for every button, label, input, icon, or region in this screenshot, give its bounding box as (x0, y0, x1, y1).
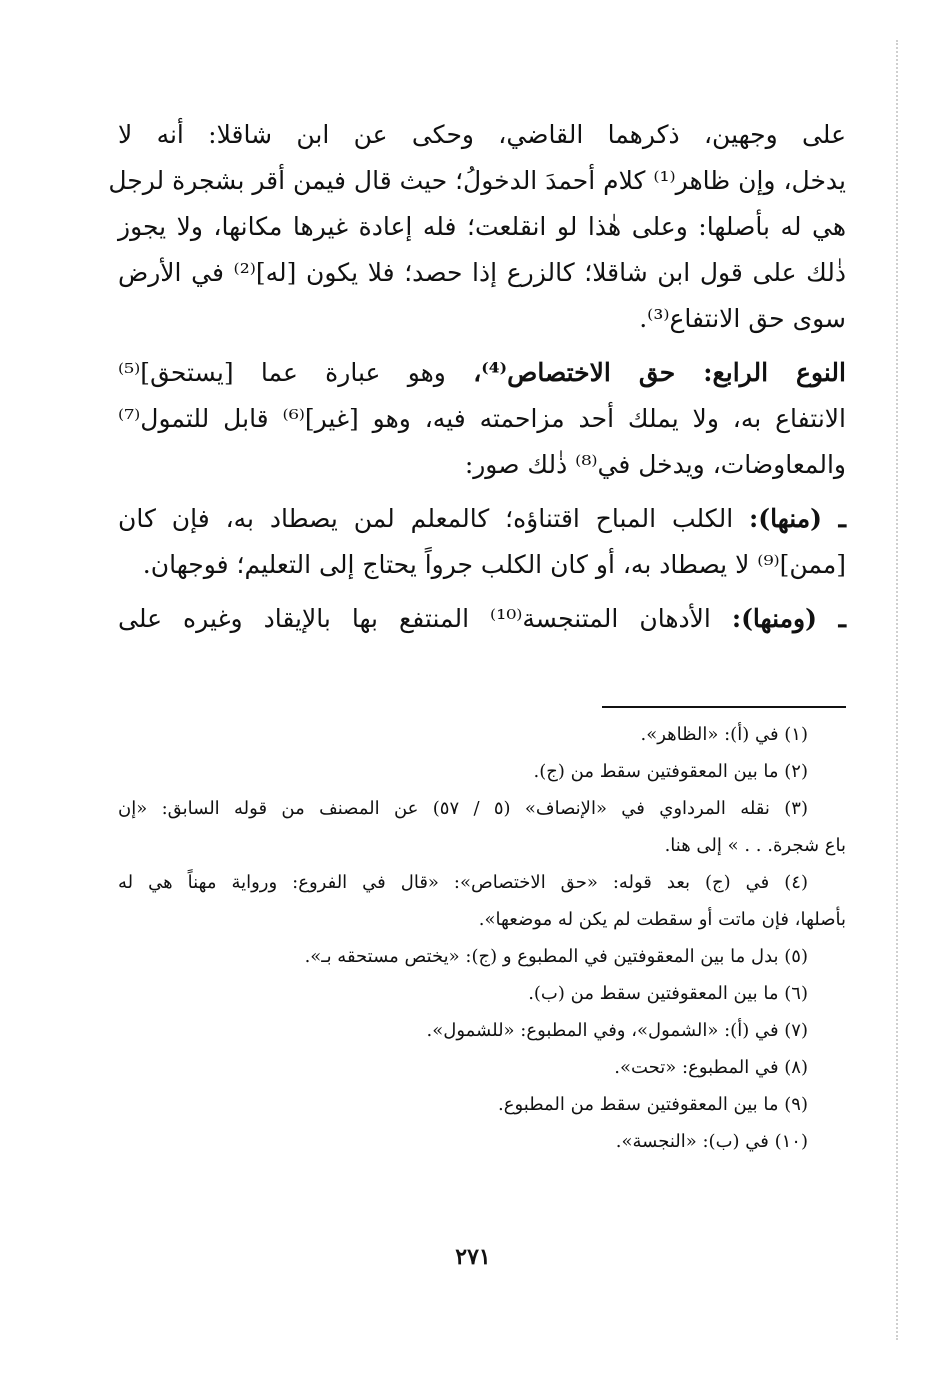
margin-dots (896, 40, 898, 1340)
footnote-continuation: بأصلها، فإن ماتت أو سقطت لم يكن له موضعها». (478, 909, 846, 930)
footnote-continuation: باع شجرة. . . » إلى هنا. (664, 835, 846, 856)
text-line (118, 596, 846, 642)
paragraph-2 (118, 350, 846, 488)
footnote: (٦) ما بين المعقوفتين سقط من (ب). (528, 983, 808, 1004)
text-line: هي له بأصلها: وعلى هٰذا لو انقلعت؛ فله إعادة غيرها مكانها، ولا يجوز (118, 212, 846, 241)
text-fragment: وهو عبارة عما [يستحق]⁽⁵⁾ (118, 358, 446, 387)
footnote: (٩) ما بين المعقوفتين سقط من المطبوع. (498, 1094, 808, 1115)
paragraph-3 (118, 496, 846, 588)
footnote: (٣) نقله المرداوي في «الإنصاف» (٥ / ٥٧) عن المصنف من قوله السابق: «إن (118, 798, 808, 819)
footnote: (٢) ما بين المعقوفتين سقط من (ج). (533, 761, 808, 782)
text-line: الانتفاع به، ولا يملك أحد مزاحمته فيه، وهو [غير]⁽⁶⁾ قابل للتمول⁽⁷⁾ (118, 404, 847, 433)
text-line: [ممن]⁽⁹⁾ لا يصطاد به، أو كان الكلب جرواً يحتاج إلى التعليم؛ فوجهان. (142, 550, 846, 579)
footnote: (١) في (أ): «الظاهر». (640, 724, 808, 745)
footnote: (٤) في (ج) بعد قوله: «حق الاختصاص»: «قال في الفروع: ورواية مهناً هي له (118, 872, 808, 893)
text-line: على وجهين، ذكرهما القاضي، وحكى عن ابن شاقلا: أنه لا (118, 120, 846, 149)
main-text (108, 112, 847, 642)
text-line: ذٰلك على قول ابن شاقلا؛ كالزرع إذا حصد؛ فلا يكون [له]⁽²⁾ في الأرض (118, 258, 846, 287)
section-heading: النوع الرابع: حق الاختصاص⁽⁴⁾، (473, 358, 846, 387)
footnote: (٧) في (أ): «الشمول»، وفي المطبوع: «للشمول». (426, 1020, 808, 1041)
footnote: (١٠) في (ب): «النجسة». (615, 1131, 808, 1152)
item-lead: ـ (ومنها): (731, 604, 847, 633)
text-line (118, 350, 846, 396)
text-line: يدخل، وإن ظاهر⁽¹⁾ كلام أحمدَ الدخولُ؛ حيث قال فيمن أقر بشجرة لرجل (108, 166, 846, 195)
item-lead: ـ (منها): (749, 504, 846, 533)
footnote-separator (602, 706, 846, 708)
footnote: (٥) بدل ما بين المعقوفتين في المطبوع و (ج): «يختص مستحقه بـ». (304, 946, 808, 967)
page-number: ٢٧١ (455, 1244, 491, 1270)
text-fragment: الأدهان المتنجسة⁽¹⁰⁾ المنتفع بها بالإيقاد وغيره على (118, 604, 711, 633)
text-line: سوى حق الانتفاع⁽³⁾. (639, 304, 846, 333)
paragraph-4 (118, 596, 846, 642)
text-fragment: الكلب المباح اقتناؤه؛ كالمعلم لمن يصطاد به، فإن كان (118, 504, 734, 533)
text-line: والمعاوضات، ويدخل في⁽⁸⁾ ذٰلك صور: (464, 450, 846, 479)
footnotes (118, 716, 846, 1160)
text-line (118, 496, 846, 542)
paragraph-1 (108, 112, 846, 342)
footnote: (٨) في المطبوع: «تحت». (614, 1057, 808, 1078)
